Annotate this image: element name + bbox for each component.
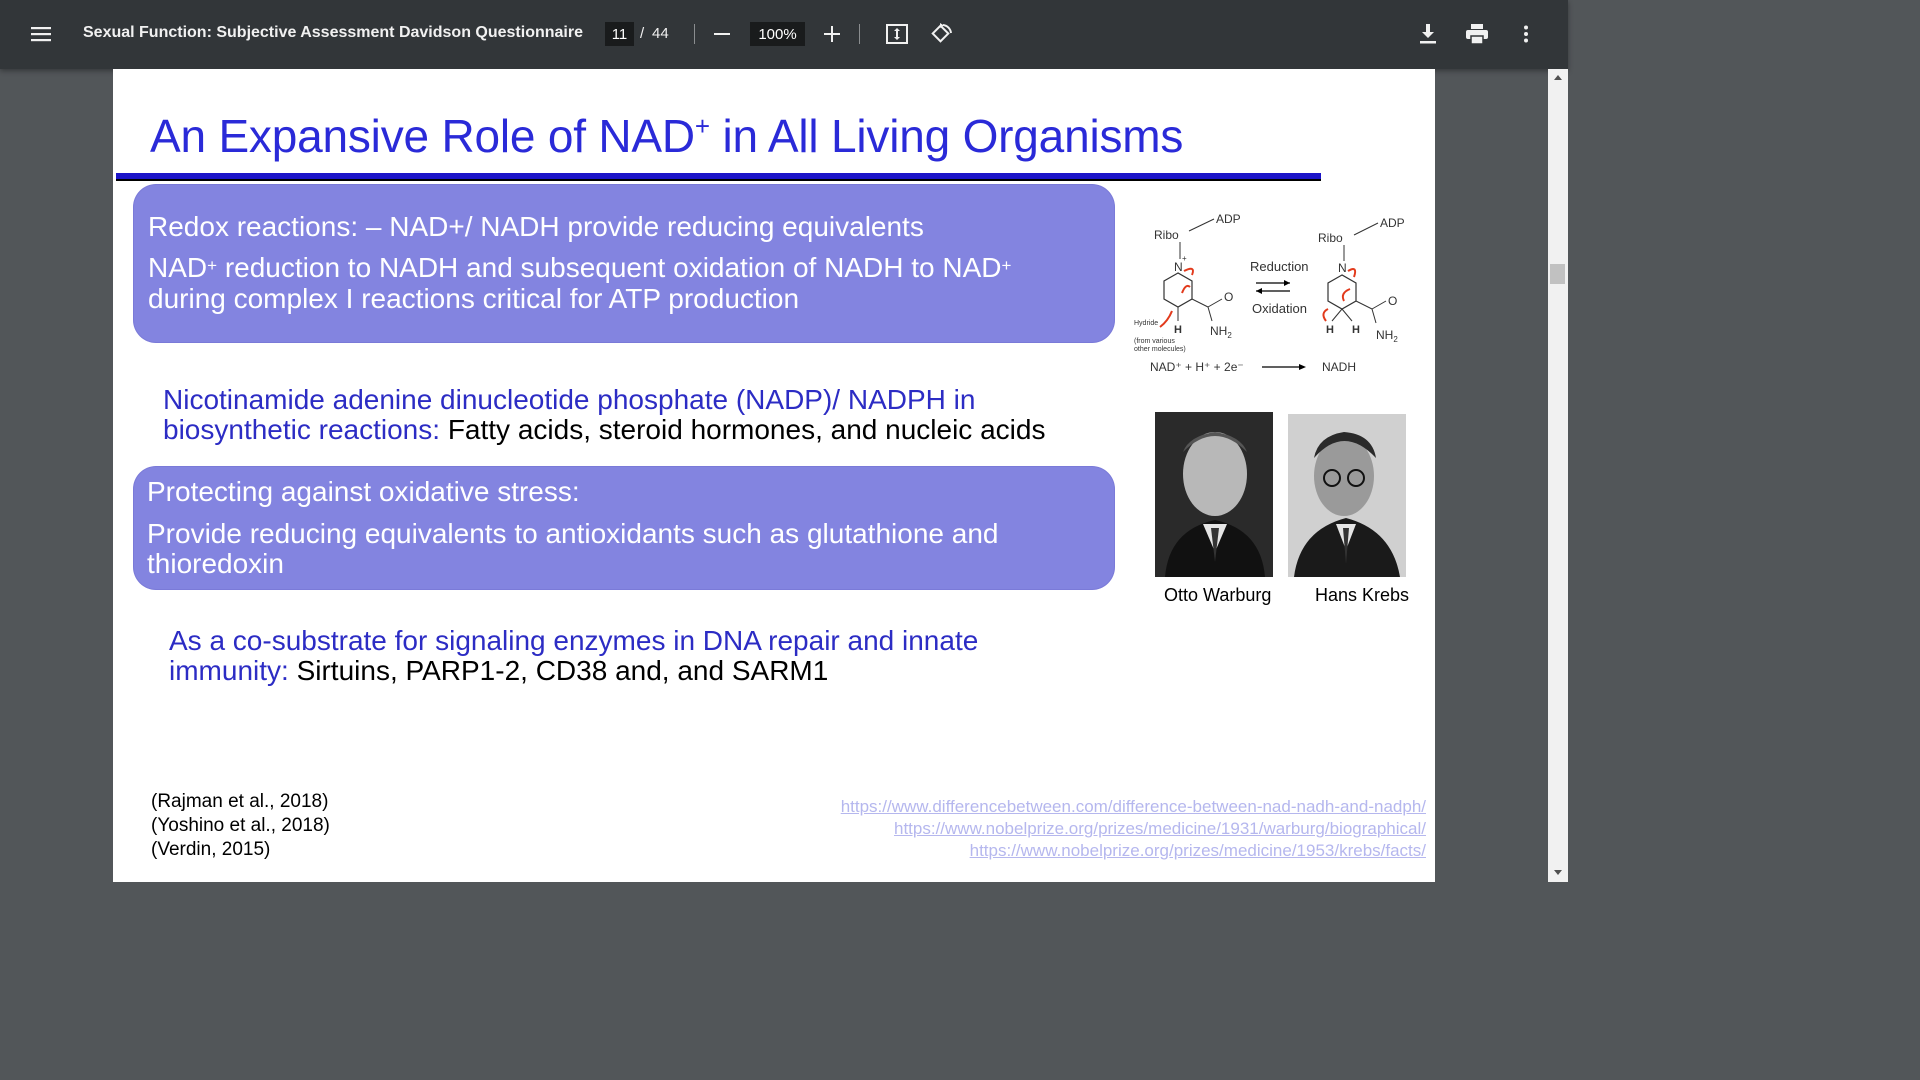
nitrogen-label-left: N <box>1174 260 1183 274</box>
nitrogen-label-right: N <box>1338 261 1347 275</box>
nad-redox-diagram <box>1130 209 1412 379</box>
scroll-up-arrow-icon[interactable] <box>1552 72 1564 84</box>
minus-icon <box>714 26 730 42</box>
source-links <box>841 796 1426 862</box>
adp-label-left: ADP <box>1216 212 1241 226</box>
oxygen-label-left: O <box>1224 290 1234 304</box>
page-separator: / <box>640 25 645 42</box>
adp-label-right: ADP <box>1380 216 1405 230</box>
equation-label: NAD⁺ + H⁺ + 2e⁻ <box>1150 360 1244 374</box>
oxidative-line3: thioredoxin <box>147 548 284 579</box>
rotate-icon <box>930 23 952 45</box>
more-vertical-icon <box>1523 25 1529 43</box>
redox-heading: Redox reactions: – NAD+/ NADH provide reducing equivalents <box>148 211 924 242</box>
zoom-out-button[interactable] <box>708 20 736 48</box>
fit-page-icon <box>886 24 908 44</box>
pdf-toolbar <box>0 0 1568 69</box>
ribo-label-right: Ribo <box>1318 231 1343 245</box>
document-title: Sexual Function: Subjective Assessment Davidson Questionnaire <box>83 24 583 41</box>
slide-title: An Expansive Role of NAD+ in All Living Organisms <box>150 110 1184 162</box>
fit-to-page-button[interactable] <box>882 20 912 48</box>
vertical-scrollbar[interactable] <box>1548 69 1568 882</box>
nadp-line2: biosynthetic reactions: Fatty acids, steroid hormones, and nucleic acids <box>163 414 1046 445</box>
redox-bubble <box>134 185 1114 342</box>
zoom-in-button[interactable] <box>818 20 846 48</box>
oxidative-heading: Protecting against oxidative stress: <box>147 476 580 507</box>
print-icon <box>1466 24 1488 44</box>
slide-page <box>113 69 1435 882</box>
nitrogen-plus-label: + <box>1182 254 1187 263</box>
portrait-photo-icon <box>1288 414 1406 577</box>
oxidative-line2: Provide reducing equivalents to antioxidants such as glutathione and <box>147 518 999 549</box>
scrollbar-thumb[interactable] <box>1550 264 1565 284</box>
print-button[interactable] <box>1462 20 1492 48</box>
redox-line3: during complex I reactions critical for ATP production <box>148 283 800 314</box>
source-link[interactable]: https://www.differencebetween.com/difference-between-nad-nadh-and-nadph/ <box>840 797 1426 816</box>
nadh-product-label: NADH <box>1322 360 1357 374</box>
reference-item: (Yoshino et al., 2018) <box>151 815 330 836</box>
source-link[interactable]: https://www.nobelprize.org/prizes/medicine/1953/krebs/facts/ <box>969 841 1426 860</box>
menu-button[interactable] <box>26 20 56 48</box>
plus-icon <box>824 26 840 42</box>
download-button[interactable] <box>1414 20 1442 48</box>
toolbar-divider <box>859 24 860 44</box>
reference-item: (Rajman et al., 2018) <box>151 791 329 812</box>
nadp-line1: Nicotinamide adenine dinucleotide phosphate (NADP)/ NADPH in <box>163 384 976 415</box>
rotate-button[interactable] <box>926 20 956 48</box>
page-total: 44 <box>652 25 669 42</box>
reference-item: (Verdin, 2015) <box>151 839 271 860</box>
source-link[interactable]: https://www.nobelprize.org/prizes/medicine/1931/warburg/biographical/ <box>893 819 1426 838</box>
zoom-level-input[interactable]: 100% <box>750 22 805 46</box>
hydrogen-label-right-1: H <box>1326 324 1334 336</box>
scroll-down-arrow-icon[interactable] <box>1552 866 1564 878</box>
hydrogen-label-right-2: H <box>1352 324 1360 336</box>
oxygen-label-right: O <box>1388 294 1398 308</box>
page-number-input[interactable]: 11 <box>605 22 634 46</box>
portrait-caption: Hans Krebs <box>1315 585 1410 605</box>
otto-warburg-portrait <box>1155 412 1273 577</box>
other-molecules-label: other molecules) <box>1134 346 1186 353</box>
nh2-label-left: $NH_2$ <box>1210 324 1232 340</box>
reduction-label: Reduction <box>1250 259 1309 274</box>
more-options-button[interactable] <box>1512 20 1540 48</box>
redox-line2: NAD+ reduction to NADH and subsequent oxidation of NADH to NAD+ <box>148 252 1012 283</box>
toolbar-divider <box>694 24 695 44</box>
title-underline <box>116 173 1321 181</box>
nh2-label-right: $NH_2$ <box>1376 328 1398 344</box>
oxidation-label: Oxidation <box>1252 301 1307 316</box>
hydrogen-label-left: H <box>1174 324 1182 336</box>
cosubstrate-line2: immunity: Sirtuins, PARP1-2, CD38 and, and SARM1 <box>169 655 829 686</box>
oxidative-stress-bubble <box>134 467 1114 589</box>
portrait-caption: Otto Warburg <box>1164 585 1272 605</box>
references <box>151 790 330 862</box>
portrait-photo-icon <box>1155 412 1273 577</box>
hamburger-menu-icon <box>31 26 51 42</box>
hydride-label: Hydride <box>1134 320 1159 327</box>
hans-krebs-portrait <box>1288 414 1406 577</box>
ribo-label-left: Ribo <box>1154 228 1179 242</box>
download-icon <box>1419 24 1437 44</box>
from-various-label: (from various <box>1134 338 1175 345</box>
cosubstrate-line1: As a co-substrate for signaling enzymes in DNA repair and innate <box>169 625 979 656</box>
